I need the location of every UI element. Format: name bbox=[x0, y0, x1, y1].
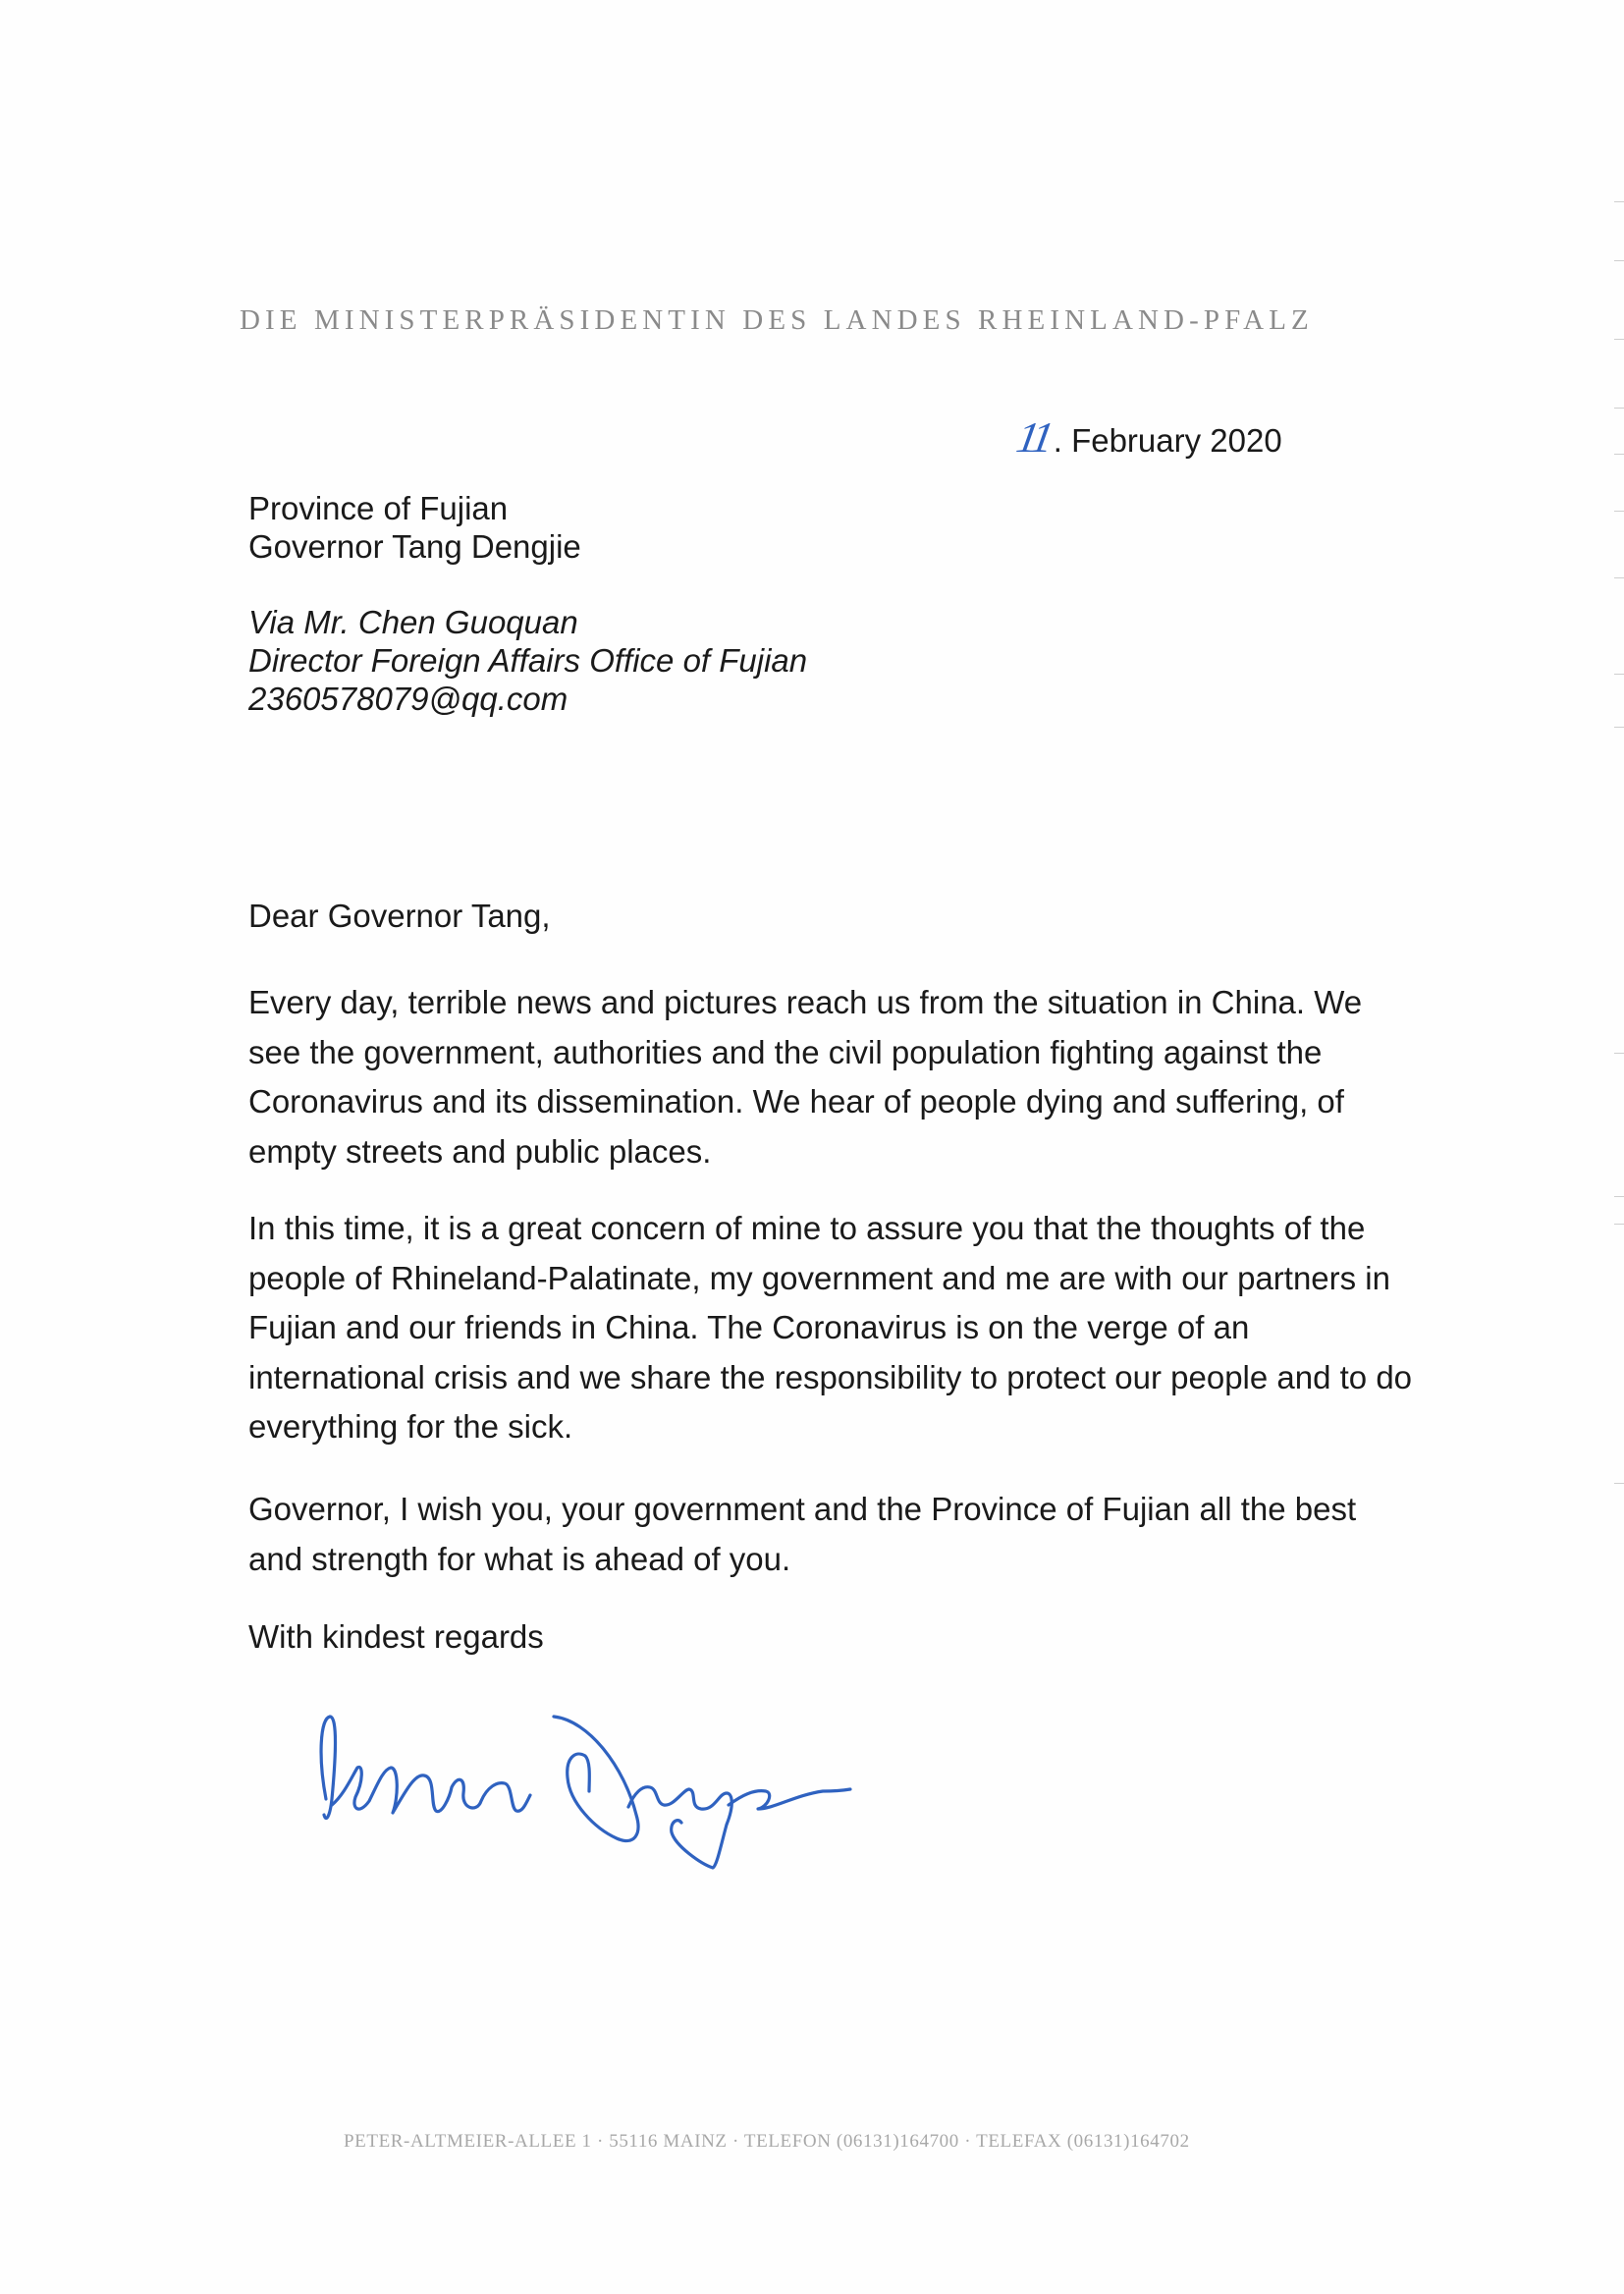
signature-image bbox=[304, 1699, 854, 1885]
scan-edge-marks bbox=[1612, 0, 1624, 2294]
paragraph-line: In this time, it is a great concern of mine to assure you that the thoughts of the bbox=[248, 1210, 1366, 1246]
letterhead-title: DIE MINISTERPRÄSIDENTIN DES LANDES RHEINLAND-PFALZ bbox=[240, 304, 1314, 336]
via-email: 2360578079@qq.com bbox=[248, 681, 568, 717]
paragraph-line: and strength for what is ahead of you. bbox=[248, 1540, 791, 1577]
via-block bbox=[248, 603, 807, 718]
body-paragraph bbox=[248, 1204, 1446, 1452]
paragraph-line: Governor, I wish you, your government and the Province of Fujian all the best bbox=[248, 1491, 1357, 1527]
recipient-line: Province of Fujian bbox=[248, 490, 509, 526]
body-paragraph bbox=[248, 1485, 1446, 1584]
paragraph-line: Every day, terrible news and pictures reach us from the situation in China. We bbox=[248, 984, 1363, 1020]
signature-stroke bbox=[729, 1789, 850, 1809]
paragraph-line: Coronavirus and its dissemination. We hear of people dying and suffering, of bbox=[248, 1083, 1344, 1120]
paragraph-line: international crisis and we share the responsibility to protect our people and to do bbox=[248, 1358, 1413, 1395]
signature-stroke bbox=[332, 1767, 530, 1813]
date-text: . February 2020 bbox=[1053, 422, 1282, 459]
signature-stroke bbox=[554, 1717, 638, 1841]
recipient-block bbox=[248, 489, 581, 566]
recipient-line: Governor Tang Dengjie bbox=[248, 528, 581, 565]
closing-line: With kindest regards bbox=[248, 1618, 544, 1655]
salutation: Dear Governor Tang, bbox=[248, 898, 551, 934]
paragraph-line: empty streets and public places. bbox=[248, 1132, 712, 1170]
paragraph-line: Fujian and our friends in China. The Coronavirus is on the verge of an bbox=[248, 1309, 1250, 1345]
handwritten-day: 11 bbox=[1012, 413, 1055, 462]
via-name: Via Mr. Chen Guoquan bbox=[248, 604, 578, 640]
via-title: Director Foreign Affairs Office of Fujian bbox=[248, 642, 808, 679]
footer-address: PETER-ALTMEIER-ALLEE 1 · 55116 MAINZ · TELEFON (06131)164700 · TELEFAX (06131)164702 bbox=[344, 2131, 1190, 2152]
paragraph-line: see the government, authorities and the civil population fighting against the bbox=[248, 1033, 1323, 1070]
paragraph-line: everything for the sick. bbox=[248, 1408, 573, 1445]
letter-date bbox=[1012, 412, 1282, 463]
body-paragraph bbox=[248, 978, 1446, 1176]
paragraph-line: people of Rhineland-Palatinate, my government and me are with our partners in bbox=[248, 1259, 1390, 1296]
signature-stroke bbox=[628, 1787, 731, 1868]
